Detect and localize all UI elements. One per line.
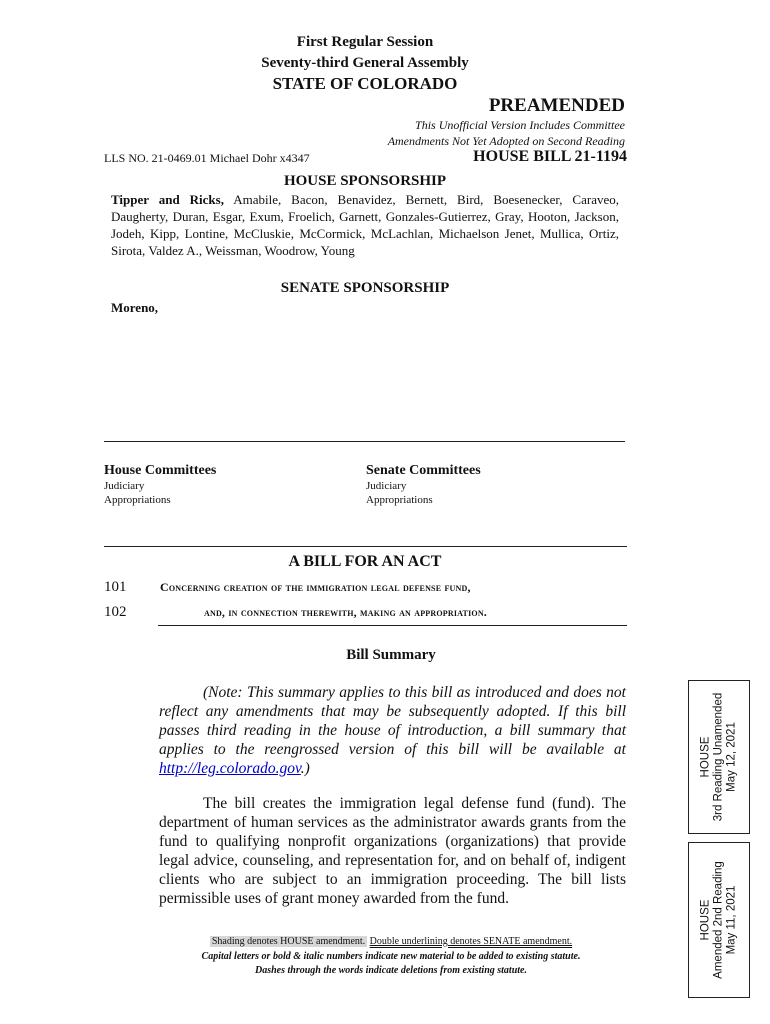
- stamp-action: Amended 2nd Reading: [712, 861, 725, 979]
- summary-note: [159, 683, 626, 778]
- divider-bill: [104, 546, 627, 547]
- house-committees: [104, 463, 216, 507]
- bill-number: HOUSE BILL 21-1194: [473, 148, 627, 165]
- assembly-label: Seventy-third General Assembly: [261, 55, 469, 71]
- dashes-legend: Dashes through the words indicate deletions from existing statute.: [255, 965, 527, 976]
- stamp-chamber: HOUSE: [699, 736, 712, 778]
- house-primary-sponsors: Tipper and Ricks,: [111, 192, 224, 207]
- bill-title: A BILL FOR AN ACT: [288, 553, 442, 570]
- double-underline-legend: Double underlining denotes SENATE amendment.: [369, 936, 573, 947]
- stamp-date: May 11, 2021: [725, 885, 738, 955]
- house-cosponsors: Amabile, Bacon, Benavidez, Bernett, Bird, Boesenecker, Caraveo, Daugherty, Duran, Esgar, Exum, Froelich, Garnett, Gonzales-Gutierrez, Gray, Hooton, Jackson, Jodeh, Kipp, Lontine, McCluskie, McCormick, McLachlan, Michaelson Jenet, Mullica, Ortiz, Sirota, Valdez A., Weissman, Woodrow, Young: [111, 192, 619, 258]
- unofficial-line-1: This Unofficial Version Includes Committee: [415, 118, 625, 132]
- amendment-legend: [0, 936, 770, 947]
- statute-legend: [0, 950, 770, 978]
- lls-number: LLS NO. 21-0469.01 Michael Dohr x4347: [104, 151, 310, 165]
- capital-legend: Capital letters or bold & italic numbers indicate new material to be added to existing statute.: [201, 951, 581, 962]
- house-committees-title: House Committees: [104, 463, 217, 478]
- unofficial-note: [388, 117, 625, 149]
- senate-committee-item: Judiciary: [366, 480, 407, 492]
- stamp-third-reading: [688, 680, 750, 834]
- senate-committee-item: Appropriations: [366, 494, 433, 506]
- senate-primary-sponsor: Moreno,: [111, 300, 159, 315]
- note-text: (Note: This summary applies to this bill as introduced and does not reflect any amendments that may be subsequently adopted. If this bill passes third reading in the house of introduction, a bill summary that applies to the reengrossed version of this bill will be available at: [159, 684, 626, 758]
- house-committee-item: Judiciary: [104, 480, 145, 492]
- divider-top: [104, 441, 625, 442]
- stamp-text: [700, 693, 739, 822]
- summary-title: Bill Summary: [346, 647, 436, 663]
- stamp-action: 3rd Reading Unamended: [712, 692, 725, 822]
- line-number: 101: [104, 579, 127, 595]
- stamp-text: [700, 861, 739, 979]
- summary-body: The bill creates the immigration legal defense fund (fund). The department of human services as the administrator awards grants from the fund to qualifying nonprofit organizations (organizations) that provide legal advice, counseling, and representation for, and on behalf of, indigent clients who are subject to an immigration proceeding. The bill lists permissible uses of grant money awarded from the fund.: [159, 795, 626, 907]
- stamp-date: May 12, 2021: [725, 722, 738, 792]
- house-committee-item: Appropriations: [104, 494, 171, 506]
- senate-sponsorship-title: SENATE SPONSORSHIP: [280, 280, 450, 296]
- concerning-line-1: Concerning creation of the immigration legal defense fund,: [160, 580, 471, 594]
- session-label: First Regular Session: [296, 34, 434, 50]
- unofficial-line-2: Amendments Not Yet Adopted on Second Reading: [387, 134, 625, 148]
- house-sponsors: [111, 191, 619, 259]
- stamp-second-reading: [688, 842, 750, 998]
- line-number: 102: [104, 604, 127, 620]
- concerning-line-2: and, in connection therewith, making an appropriation.: [204, 605, 487, 619]
- status-label: PREAMENDED: [488, 95, 625, 116]
- leg-colorado-link[interactable]: http://leg.colorado.gov: [159, 760, 301, 777]
- divider-title-end: [158, 625, 627, 626]
- stamp-chamber: HOUSE: [699, 899, 712, 941]
- shading-legend: Shading denotes HOUSE amendment.: [211, 936, 366, 947]
- state-label: STATE OF COLORADO: [272, 74, 458, 93]
- house-sponsorship-title: HOUSE SPONSORSHIP: [283, 173, 447, 189]
- note-close: .): [300, 760, 310, 777]
- senate-committees: [366, 463, 481, 507]
- senate-committees-title: Senate Committees: [366, 463, 481, 478]
